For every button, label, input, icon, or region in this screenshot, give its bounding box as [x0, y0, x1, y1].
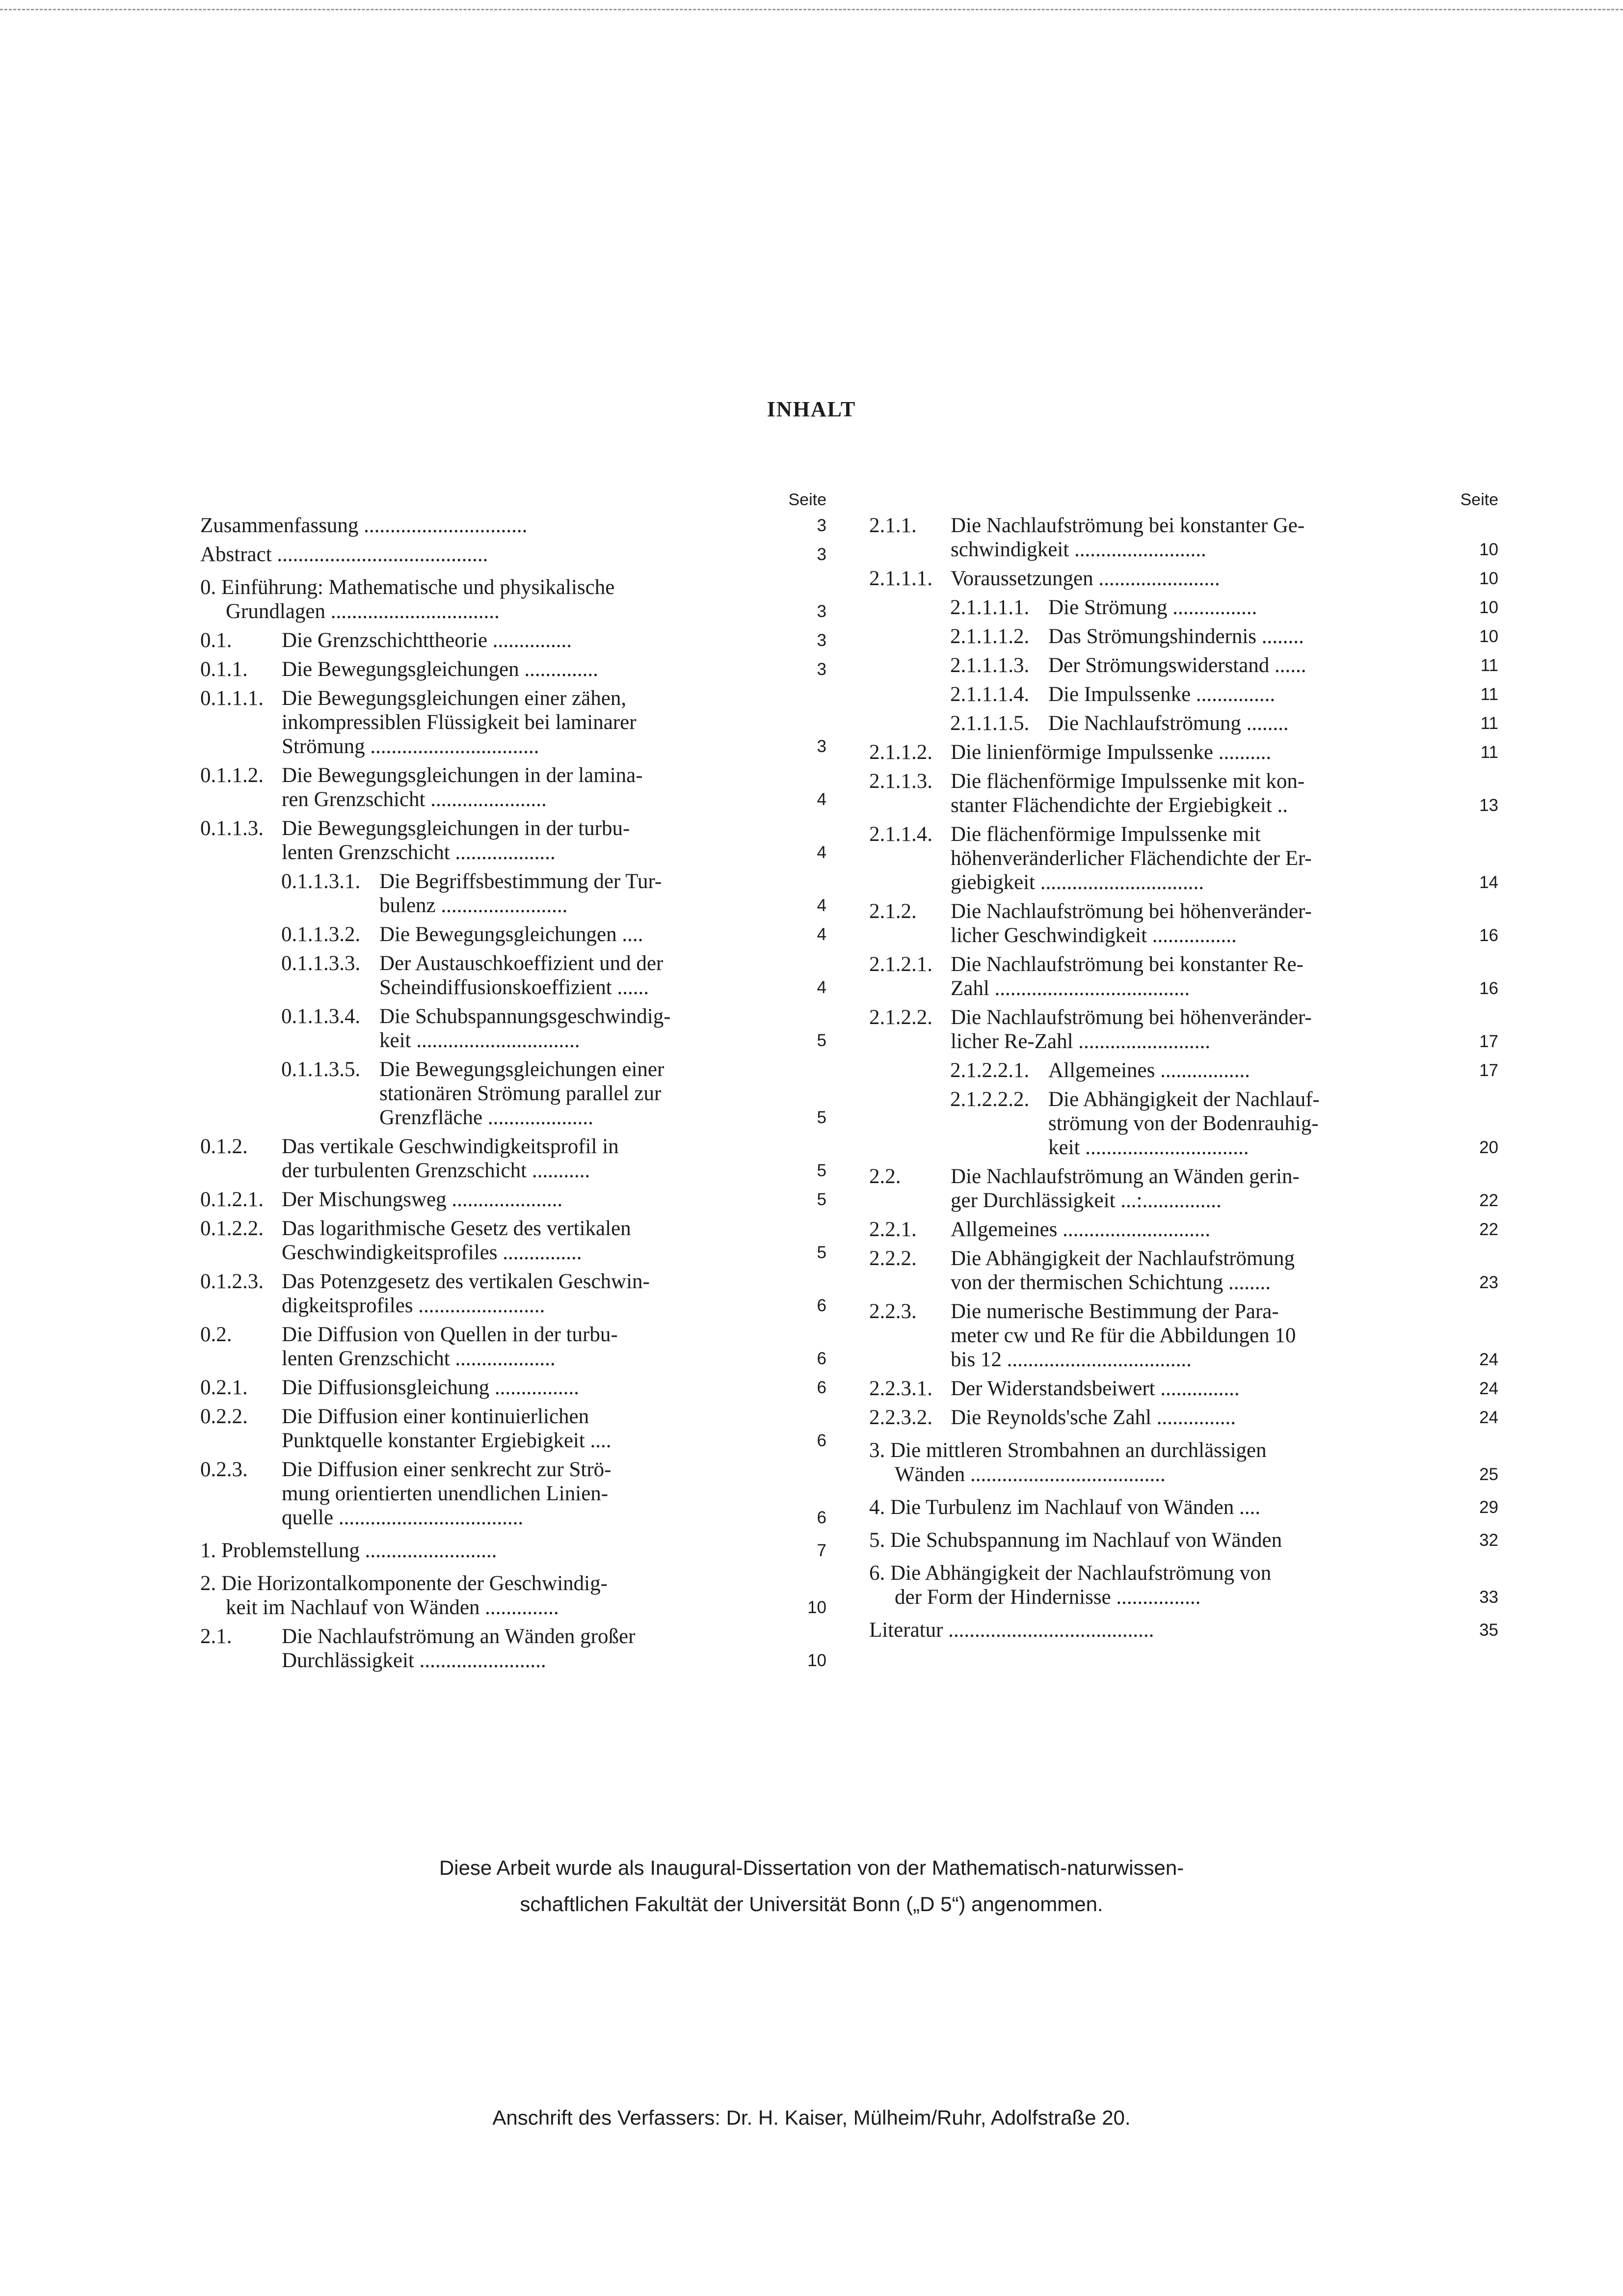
- toc-entry-title: [200, 542, 826, 567]
- toc-entry: [200, 951, 826, 999]
- toc-entry-title: [200, 1539, 826, 1563]
- toc-entry-line: Die Strömung ................: [1048, 596, 1257, 619]
- page-column-header: Seite: [1460, 490, 1498, 509]
- toc-entry-line: Die Nachlaufströmung bei konstanter Ge-: [951, 514, 1305, 537]
- toc-entry-line: Die Nachlaufströmung bei höhenveränder-: [951, 900, 1312, 923]
- toc-entry-number: 2.1.2.2.2.: [950, 1088, 1030, 1111]
- toc-entry: [200, 1376, 826, 1400]
- toc-entry-line: Die Nachlaufströmung an Wänden gerin-: [951, 1165, 1300, 1188]
- toc-entry-line: keit ...............................: [379, 1029, 580, 1052]
- toc-entry: [869, 595, 1498, 620]
- toc-entry-number: 0.1.1.3.4.: [281, 1005, 361, 1028]
- toc-entry-page: 3: [817, 631, 826, 650]
- toc-entry-page: 22: [1479, 1220, 1498, 1239]
- toc-entry-line: höhenveränderlicher Flächendichte der Er-: [951, 847, 1312, 870]
- toc-entry-number: 0.1.1.1.: [200, 687, 264, 710]
- toc-entry-title: [869, 740, 1498, 764]
- toc-entry: [200, 542, 826, 567]
- toc-entry-line: Die Nachlaufströmung bei konstanter Re-: [951, 953, 1304, 976]
- toc-entry-line: keit ...............................: [1048, 1136, 1249, 1159]
- toc-entry-line: Die Begriffsbestimmung der Tur-: [379, 870, 662, 893]
- toc-entry-page: 7: [817, 1541, 826, 1560]
- toc-entry-line: keit im Nachlauf von Wänden ..............: [226, 1596, 559, 1619]
- toc-entry-page: 17: [1479, 1061, 1498, 1080]
- toc-entry-line: Die Nachlaufströmung an Wänden großer: [282, 1625, 636, 1648]
- toc-entry-page: 22: [1479, 1191, 1498, 1210]
- toc-entry: [200, 1188, 826, 1212]
- toc-entry-page: 4: [817, 843, 826, 862]
- toc-entry: [869, 653, 1498, 677]
- toc-entry: [869, 1087, 1498, 1160]
- toc-entry-page: 11: [1480, 743, 1498, 762]
- toc-entry-line: Die Diffusion von Quellen in der turbu-: [282, 1323, 618, 1346]
- toc-entry-page: 33: [1479, 1588, 1498, 1607]
- toc-entry-number: 2.1.2.2.1.: [950, 1059, 1030, 1082]
- toc-entry-line: 5. Die Schubspannung im Nachlauf von Wänden: [869, 1529, 1282, 1552]
- toc-entry: [869, 513, 1498, 562]
- toc-entry-line: Die Bewegungsgleichungen einer zähen,: [282, 687, 627, 710]
- toc-entry-number: 2.1.2.1.: [869, 953, 932, 976]
- toc-entry-line: Die Bewegungsgleichungen in der turbu-: [282, 817, 630, 840]
- toc-entry: [869, 1058, 1498, 1082]
- toc-entry: [869, 1377, 1498, 1401]
- toc-entry: [869, 1438, 1498, 1486]
- toc-entry-line: Allgemeines ............................: [951, 1218, 1211, 1241]
- toc-entry: [200, 575, 826, 623]
- toc-entry-title: [869, 769, 1498, 817]
- toc-entry-page: 3: [817, 602, 826, 621]
- toc-entry-number: 2.1.: [200, 1625, 232, 1648]
- toc-entry-page: 11: [1480, 714, 1498, 733]
- toc-entry-title: [200, 1323, 826, 1371]
- toc-entry-title: [200, 816, 826, 864]
- toc-entry-number: 0.2.: [200, 1323, 232, 1346]
- toc-right-column: [869, 486, 1498, 1647]
- toc-entry: [200, 816, 826, 864]
- toc-entry-page: 24: [1479, 1350, 1498, 1369]
- toc-right-list: [869, 513, 1498, 1642]
- toc-entry-line: licher Geschwindigkeit ................: [951, 924, 1237, 947]
- toc-entry-page: 10: [1479, 598, 1498, 617]
- toc-entry-title: [200, 1216, 826, 1265]
- toc-entry-line: Die Nachlaufströmung bei höhenveränder-: [951, 1006, 1312, 1029]
- toc-entry-page: 24: [1479, 1379, 1498, 1398]
- toc-entry-line: Grundlagen ................................: [226, 600, 500, 623]
- toc-entry-title: [869, 1005, 1498, 1053]
- toc-entry-line: Scheindiffusionskoeffizient ......: [379, 976, 649, 999]
- toc-entry-line: Die flächenförmige Impulssenke mit kon-: [951, 770, 1305, 793]
- toc-entry-title: [869, 1438, 1498, 1486]
- toc-entry: [200, 1134, 826, 1183]
- toc-entry-page: 14: [1479, 873, 1498, 892]
- page-top-edge: [0, 9, 1623, 10]
- toc-entry-line: Durchlässigkeit ........................: [282, 1649, 546, 1672]
- toc-entry-page: 10: [1479, 627, 1498, 646]
- toc-entry-page: 4: [817, 790, 826, 809]
- toc-entry-line: von der thermischen Schichtung ........: [951, 1271, 1271, 1294]
- toc-left-column: [200, 486, 826, 1677]
- toc-entry-line: Die Impulssenke ...............: [1048, 683, 1276, 706]
- toc-entry-line: 6. Die Abhängigkeit der Nachlaufströmung von: [869, 1562, 1272, 1585]
- toc-entry-page: 25: [1479, 1465, 1498, 1484]
- toc-entry-number: 2.1.1.1.5.: [950, 712, 1030, 735]
- toc-entry-line: 2. Die Horizontalkomponente der Geschwindig-: [200, 1572, 608, 1595]
- toc-entry-number: 2.2.1.: [869, 1218, 917, 1241]
- toc-entry-page: 5: [817, 1108, 826, 1127]
- toc-entry-line: Zusammenfassung ...............................: [200, 514, 528, 537]
- toc-entry-number: 2.1.1.3.: [869, 770, 932, 793]
- toc-entry-title: [869, 822, 1498, 894]
- toc-entry: [869, 1495, 1498, 1519]
- toc-entry-title: [200, 1458, 826, 1530]
- toc-entry-title: [869, 952, 1498, 1000]
- toc-entry-number: 0.1.1.3.2.: [281, 923, 361, 946]
- toc-entry-page: 16: [1479, 926, 1498, 945]
- toc-entry-line: Zahl .....................................: [951, 977, 1190, 1000]
- toc-entry-number: 2.1.1.1.3.: [950, 654, 1030, 677]
- toc-entry-page: 4: [817, 978, 826, 997]
- toc-entry-page: 4: [817, 925, 826, 944]
- toc-entry-line: ren Grenzschicht ......................: [282, 788, 547, 811]
- dissertation-note: [0, 1850, 1623, 1922]
- toc-entry-line: Das Potenzgesetz des vertikalen Geschwin-: [282, 1270, 650, 1293]
- toc-entry-page: 24: [1479, 1408, 1498, 1427]
- toc-entry-line: stationären Strömung parallel zur: [379, 1082, 662, 1105]
- toc-entry-number: 0.1.: [200, 629, 232, 652]
- toc-entry-title: [869, 1217, 1498, 1242]
- toc-entry: [869, 1299, 1498, 1372]
- page-title: INHALT: [767, 397, 856, 421]
- toc-entry-title: [869, 513, 1498, 562]
- toc-entry-title: [869, 1377, 1498, 1401]
- toc-entry-line: Das logarithmische Gesetz des vertikalen: [282, 1217, 631, 1240]
- toc-entry-line: Die linienförmige Impulssenke ..........: [951, 741, 1272, 764]
- toc-entry-line: der turbulenten Grenzschicht ...........: [282, 1159, 590, 1182]
- toc-entry-line: lenten Grenzschicht ...................: [282, 1347, 556, 1370]
- toc-entry-title: [200, 575, 826, 623]
- toc-entry-number: 0.1.1.3.: [200, 817, 264, 840]
- toc-entry-page: 20: [1479, 1138, 1498, 1157]
- toc-entry-page: 6: [817, 1296, 826, 1315]
- toc-entry: [869, 1618, 1498, 1642]
- toc-entry-page: 3: [817, 516, 826, 535]
- toc-entry: [200, 869, 826, 918]
- toc-entry-line: Die Bewegungsgleichungen ..............: [282, 658, 598, 681]
- toc-entry-page: 10: [807, 1598, 826, 1617]
- toc-entry-title: [869, 567, 1498, 591]
- toc-entry-number: 0.1.1.3.1.: [281, 870, 361, 893]
- toc-entry-title: [200, 1624, 826, 1673]
- toc-entry: [869, 1164, 1498, 1213]
- toc-entry: [869, 740, 1498, 764]
- toc-entry-title: [200, 1571, 826, 1620]
- toc-entry: [200, 1539, 826, 1563]
- toc-entry-line: Die Bewegungsgleichungen einer: [379, 1058, 665, 1081]
- toc-entry: [200, 1571, 826, 1620]
- dissertation-note-line: Diese Arbeit wurde als Inaugural-Dissertation von der Mathematisch-naturwissen-: [439, 1856, 1184, 1879]
- toc-entry-line: Die Schubspannungsgeschwindig-: [379, 1005, 671, 1028]
- toc-entry-line: Geschwindigkeitsprofiles ...............: [282, 1241, 582, 1264]
- toc-entry-number: 2.2.2.: [869, 1247, 917, 1270]
- toc-entry-page: 5: [817, 1161, 826, 1180]
- toc-entry-title: [200, 1376, 826, 1400]
- toc-entry-line: stanter Flächendichte der Ergiebigkeit ..: [951, 794, 1288, 817]
- toc-entry-page: 6: [817, 1349, 826, 1368]
- toc-entry: [200, 1004, 826, 1053]
- toc-entry: [200, 628, 826, 652]
- toc-entry-line: Voraussetzungen .......................: [951, 567, 1220, 590]
- toc-entry-number: 0.1.2.2.: [200, 1217, 264, 1240]
- toc-entry-title: [200, 1405, 826, 1453]
- toc-entry: [869, 1528, 1498, 1552]
- toc-entry-line: Punktquelle konstanter Ergiebigkeit ....: [282, 1429, 612, 1452]
- toc-entry-number: 2.2.3.1.: [869, 1377, 932, 1400]
- toc-entry-line: strömung von der Bodenrauhig-: [1048, 1112, 1319, 1135]
- toc-entry: [869, 1246, 1498, 1295]
- toc-entry-page: 35: [1479, 1621, 1498, 1640]
- toc-entry-line: Die Reynolds'sche Zahl ...............: [951, 1406, 1236, 1429]
- toc-entry-number: 0.1.2.1.: [200, 1188, 264, 1211]
- toc-entry-title: [200, 628, 826, 652]
- toc-entry-number: 0.1.1.: [200, 658, 248, 681]
- toc-entry-number: 0.1.1.3.3.: [281, 952, 361, 975]
- toc-entry-number: 2.1.1.1.: [869, 567, 932, 590]
- toc-entry-number: 2.1.2.: [869, 900, 917, 923]
- toc-entry: [869, 1217, 1498, 1242]
- toc-entry-title: [869, 1495, 1498, 1519]
- toc-entry-line: giebigkeit ...............................: [951, 871, 1204, 894]
- toc-entry-line: Die Diffusion einer senkrecht zur Strö-: [282, 1458, 612, 1481]
- toc-entry-line: Abstract ........................................: [200, 543, 488, 566]
- toc-entry-page: 10: [1479, 569, 1498, 588]
- toc-entry-title: [200, 1270, 826, 1318]
- toc-entry-line: meter cw und Re für die Abbildungen 10: [951, 1324, 1296, 1347]
- toc-entry-title: [869, 1528, 1498, 1552]
- toc-entry: [200, 1057, 826, 1130]
- toc-entry-page: 11: [1480, 656, 1498, 675]
- toc-entry-number: 2.1.1.4.: [869, 823, 932, 846]
- toc-entry: [200, 513, 826, 538]
- toc-entry-line: 0. Einführung: Mathematische und physikalische: [200, 576, 615, 599]
- toc-entry-line: Die Grenzschichttheorie ...............: [282, 629, 572, 652]
- toc-entry-line: Grenzfläche ....................: [379, 1106, 593, 1129]
- toc-entry-line: Die Bewegungsgleichungen ....: [379, 923, 643, 946]
- toc-entry-line: bulenz ........................: [379, 894, 568, 917]
- toc-entry-page: 6: [817, 1378, 826, 1397]
- toc-entry-title: [869, 1561, 1498, 1609]
- toc-entry: [869, 682, 1498, 706]
- toc-entry: [200, 763, 826, 811]
- toc-entry-line: schwindigkeit .........................: [951, 538, 1206, 561]
- toc-entry: [869, 899, 1498, 947]
- toc-entry: [200, 922, 826, 946]
- toc-entry: [200, 1323, 826, 1371]
- toc-entry-title: [869, 1164, 1498, 1213]
- toc-entry-title: [869, 1246, 1498, 1295]
- toc-entry-number: 0.2.2.: [200, 1405, 248, 1428]
- toc-entry-line: Allgemeines .................: [1048, 1059, 1250, 1082]
- toc-entry-title: [869, 1618, 1498, 1642]
- toc-entry-line: Literatur .......................................: [869, 1619, 1154, 1642]
- toc-entry-line: Strömung ................................: [282, 735, 539, 758]
- toc-entry-title: [869, 899, 1498, 947]
- toc-entry-number: 2.1.1.1.4.: [950, 683, 1030, 706]
- toc-entry-number: 0.1.2.3.: [200, 1270, 264, 1293]
- toc-entry-page: 6: [817, 1431, 826, 1450]
- toc-entry-line: Die Abhängigkeit der Nachlaufströmung: [951, 1247, 1295, 1270]
- toc-entry-page: 6: [817, 1508, 826, 1527]
- toc-entry: [869, 1561, 1498, 1609]
- toc-entry: [200, 1405, 826, 1453]
- toc-entry-title: [200, 686, 826, 758]
- toc-entry-page: 3: [817, 660, 826, 679]
- toc-entry-page: 3: [817, 737, 826, 756]
- toc-entry: [869, 624, 1498, 648]
- toc-entry-line: der Form der Hindernisse ................: [895, 1586, 1201, 1609]
- toc-entry: [200, 686, 826, 758]
- toc-entry-line: Wänden .....................................: [895, 1463, 1166, 1486]
- toc-entry-line: inkompressiblen Flüssigkeit bei laminarer: [282, 711, 637, 734]
- toc-entry-line: Der Austauschkoeffizient und der: [379, 952, 664, 975]
- toc-entry-page: 5: [817, 1243, 826, 1262]
- toc-entry-number: 0.2.1.: [200, 1376, 248, 1399]
- toc-entry-line: Die Nachlaufströmung ........: [1048, 712, 1289, 735]
- toc-entry: [869, 822, 1498, 894]
- toc-entry-number: 2.2.3.: [869, 1300, 917, 1323]
- toc-entry: [869, 711, 1498, 735]
- toc-entry-page: 13: [1479, 796, 1498, 815]
- toc-entry-page: 32: [1479, 1531, 1498, 1550]
- toc-entry-page: 5: [817, 1190, 826, 1209]
- toc-entry-number: 0.1.1.3.5.: [281, 1058, 361, 1081]
- toc-entry: [869, 567, 1498, 591]
- toc-entry-number: 2.1.1.2.: [869, 741, 932, 764]
- toc-entry-number: 0.1.2.: [200, 1135, 248, 1158]
- toc-entry-line: lenten Grenzschicht ...................: [282, 841, 556, 864]
- dissertation-note-line: schaftlichen Fakultät der Universität Bonn („D 5“) angenommen.: [520, 1892, 1103, 1916]
- toc-entry-page: 5: [817, 1031, 826, 1050]
- toc-entry-line: 3. Die mittleren Strombahnen an durchlässigen: [869, 1439, 1267, 1462]
- toc-entry-number: 2.1.1.: [869, 514, 917, 537]
- toc-entry-title: [200, 513, 826, 538]
- toc-entry-line: 4. Die Turbulenz im Nachlauf von Wänden ....: [869, 1496, 1260, 1519]
- toc-entry-page: 10: [807, 1651, 826, 1670]
- toc-entry-line: ger Durchlässigkeit ...:...............: [951, 1189, 1222, 1212]
- toc-entry-page: 10: [1479, 540, 1498, 559]
- toc-entry-title: [200, 763, 826, 811]
- toc-entry-number: 0.2.3.: [200, 1458, 248, 1481]
- toc-entry-line: Die numerische Bestimmung der Para-: [951, 1300, 1279, 1323]
- toc-entry-page: 23: [1479, 1273, 1498, 1292]
- toc-entry: [869, 952, 1498, 1000]
- toc-entry-title: [200, 1188, 826, 1212]
- toc-entry: [869, 1005, 1498, 1053]
- toc-entry-line: Der Strömungswiderstand ......: [1048, 654, 1306, 677]
- toc-entry: [200, 1270, 826, 1318]
- toc-entry-line: Die Abhängigkeit der Nachlauf-: [1048, 1088, 1320, 1111]
- toc-entry-title: [200, 1134, 826, 1183]
- toc-entry: [200, 1458, 826, 1530]
- toc-entry-page: 4: [817, 896, 826, 915]
- toc-entry-page: 11: [1480, 685, 1498, 704]
- toc-entry: [200, 657, 826, 681]
- toc-entry-title: [869, 1405, 1498, 1430]
- toc-entry-line: digkeitsprofiles ........................: [282, 1294, 545, 1317]
- author-address: Anschrift des Verfassers: Dr. H. Kaiser, Mülheim/Ruhr, Adolfstraße 20.: [492, 2106, 1131, 2129]
- toc-entry-line: Die flächenförmige Impulssenke mit: [951, 823, 1261, 846]
- toc-entry-title: [869, 1299, 1498, 1372]
- toc-entry-page: 17: [1479, 1032, 1498, 1051]
- toc-entry-line: Die Diffusion einer kontinuierlichen: [282, 1405, 589, 1428]
- toc-entry-number: 0.1.1.2.: [200, 764, 264, 787]
- toc-entry-page: 16: [1479, 979, 1498, 998]
- toc-entry-line: bis 12 ...................................: [951, 1348, 1192, 1371]
- toc-entry-line: quelle ...................................: [282, 1506, 524, 1529]
- toc-entry-line: 1. Problemstellung .........................: [200, 1539, 497, 1562]
- toc-entry-line: mung orientierten unendlichen Linien-: [282, 1482, 609, 1505]
- toc-entry-number: 2.1.1.1.2.: [950, 625, 1030, 648]
- toc-entry-line: Das Strömungshindernis ........: [1048, 625, 1304, 648]
- toc-entry-title: [200, 657, 826, 681]
- page-column-header: Seite: [788, 490, 826, 509]
- toc-entry-line: Der Widerstandsbeiwert ...............: [951, 1377, 1240, 1400]
- toc-entry-line: licher Re-Zahl .........................: [951, 1030, 1211, 1053]
- toc-entry-line: Das vertikale Geschwindigkeitsprofil in: [282, 1135, 619, 1158]
- toc-entry-number: 2.1.1.1.1.: [950, 596, 1030, 619]
- toc-entry-page: 3: [817, 545, 826, 564]
- toc-entry: [869, 769, 1498, 817]
- toc-entry-number: 2.2.: [869, 1165, 901, 1188]
- toc-entry-line: Die Bewegungsgleichungen in der lamina-: [282, 764, 643, 787]
- toc-entry-line: Die Diffusionsgleichung ................: [282, 1376, 579, 1399]
- toc-entry-number: 2.2.3.2.: [869, 1406, 932, 1429]
- toc-left-list: [200, 513, 826, 1673]
- toc-entry-line: Der Mischungsweg .....................: [282, 1188, 563, 1211]
- toc-entry: [200, 1216, 826, 1265]
- toc-entry: [200, 1624, 826, 1673]
- toc-entry-page: 29: [1479, 1498, 1498, 1517]
- toc-entry: [869, 1405, 1498, 1430]
- toc-entry-number: 2.1.2.2.: [869, 1006, 932, 1029]
